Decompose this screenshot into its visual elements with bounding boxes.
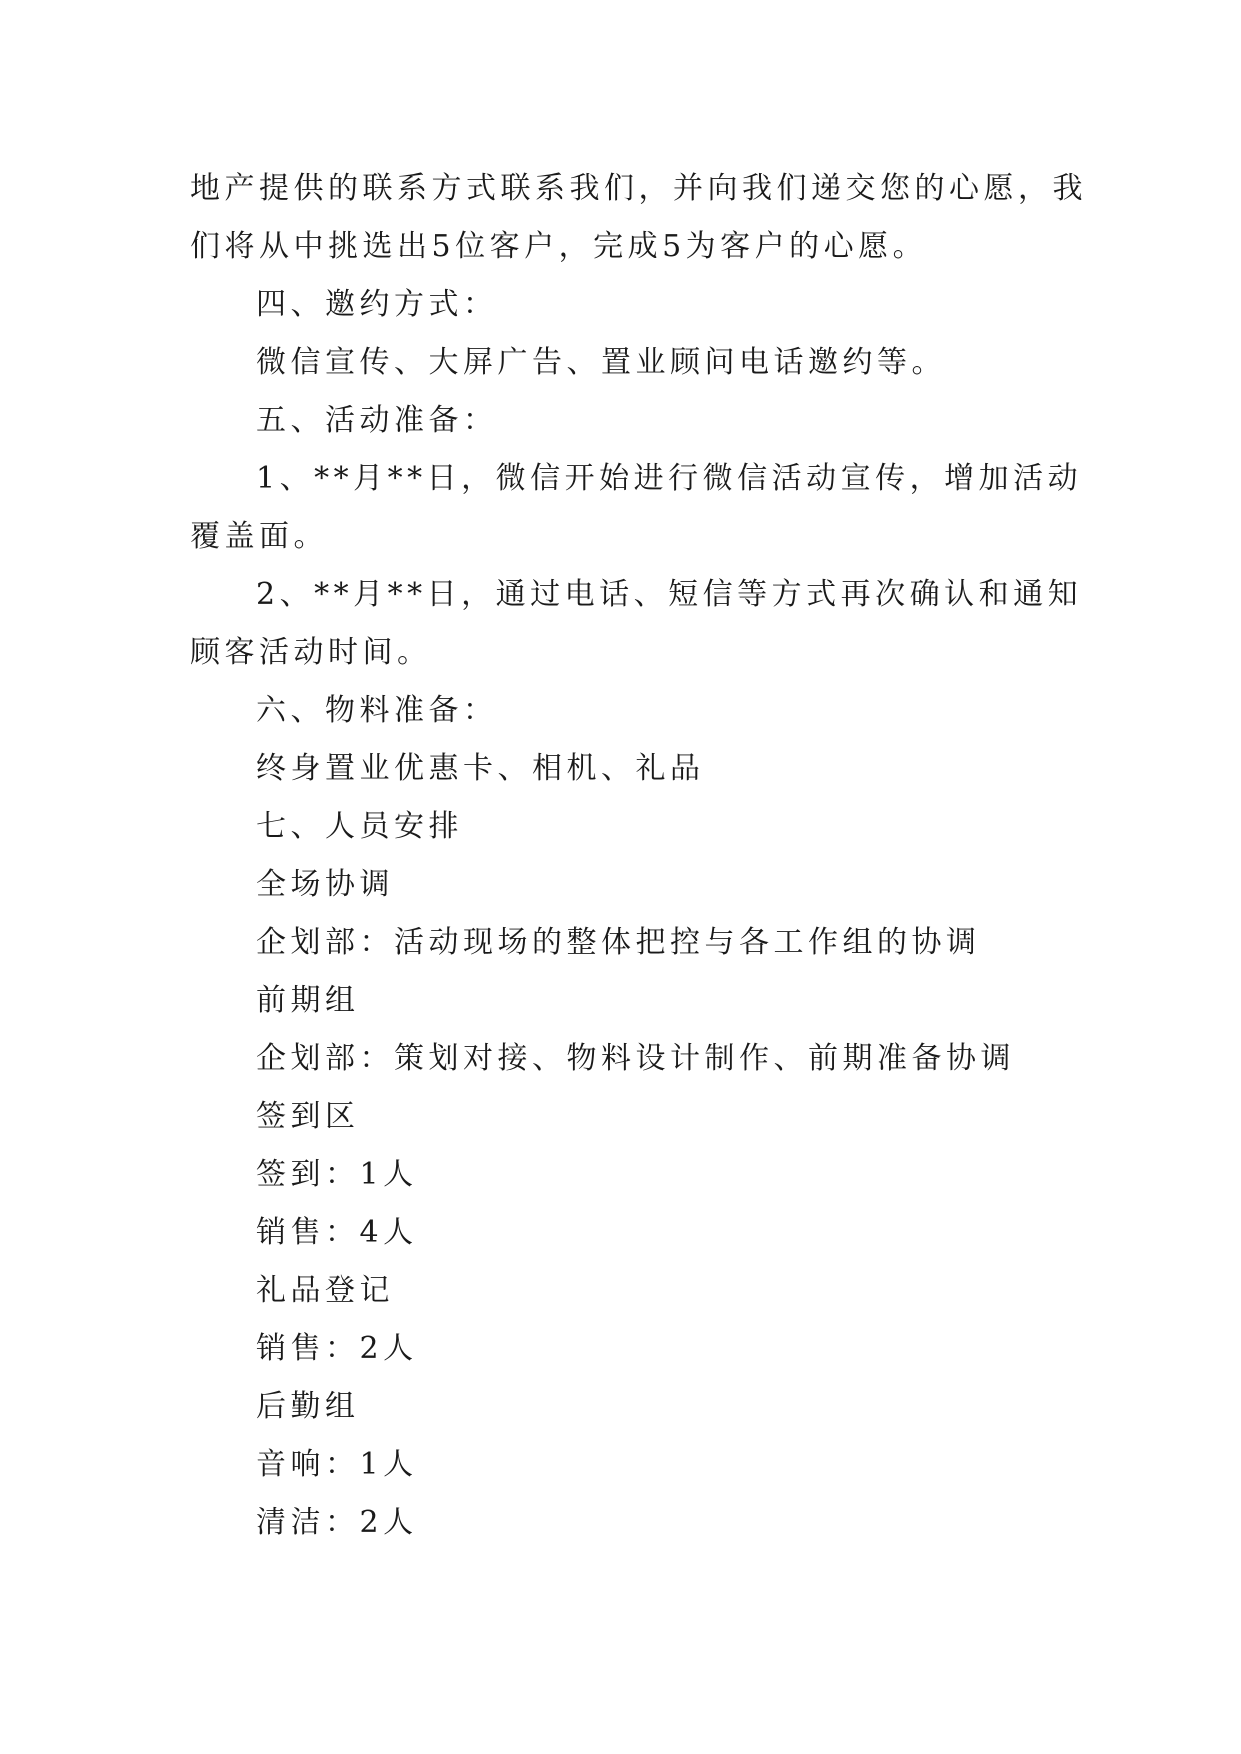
list-item-continuation: 覆盖面。	[190, 519, 328, 554]
paragraph-line: 微信宣传、大屏广告、置业顾问电话邀约等。	[256, 345, 946, 380]
section-heading: 五、活动准备：	[256, 403, 498, 438]
section-heading: 四、邀约方式：	[256, 287, 498, 322]
group-title: 签到区	[256, 1099, 360, 1134]
paragraph-line: 终身置业优惠卡、相机、礼品	[256, 751, 705, 786]
staff-line: 企划部：活动现场的整体把控与各工作组的协调	[256, 925, 981, 960]
group-title: 后勤组	[256, 1389, 360, 1424]
group-title: 前期组	[256, 983, 360, 1018]
paragraph-line: 们将从中挑选出5位客户，完成5为客户的心愿。	[190, 229, 928, 264]
list-item: 2、**月**日，通过电话、短信等方式再次确认和通知	[256, 577, 1083, 612]
staff-line: 签到：1人	[256, 1157, 418, 1192]
paragraph-line: 地产提供的联系方式联系我们，并向我们递交您的心愿，我	[190, 171, 1087, 206]
staff-line: 企划部：策划对接、物料设计制作、前期准备协调	[256, 1041, 1015, 1076]
document-body	[190, 160, 1087, 1552]
group-title: 礼品登记	[256, 1273, 394, 1308]
staff-line: 清洁：2人	[256, 1505, 418, 1540]
staff-line: 销售：4人	[256, 1215, 418, 1250]
group-title: 全场协调	[256, 867, 394, 902]
staff-line: 音响：1人	[256, 1447, 418, 1482]
section-heading: 七、人员安排	[256, 809, 463, 844]
list-item-continuation: 顾客活动时间。	[190, 635, 432, 670]
staff-line: 销售：2人	[256, 1331, 418, 1366]
list-item: 1、**月**日，微信开始进行微信活动宣传，增加活动	[256, 461, 1083, 496]
section-heading: 六、物料准备：	[256, 693, 498, 728]
